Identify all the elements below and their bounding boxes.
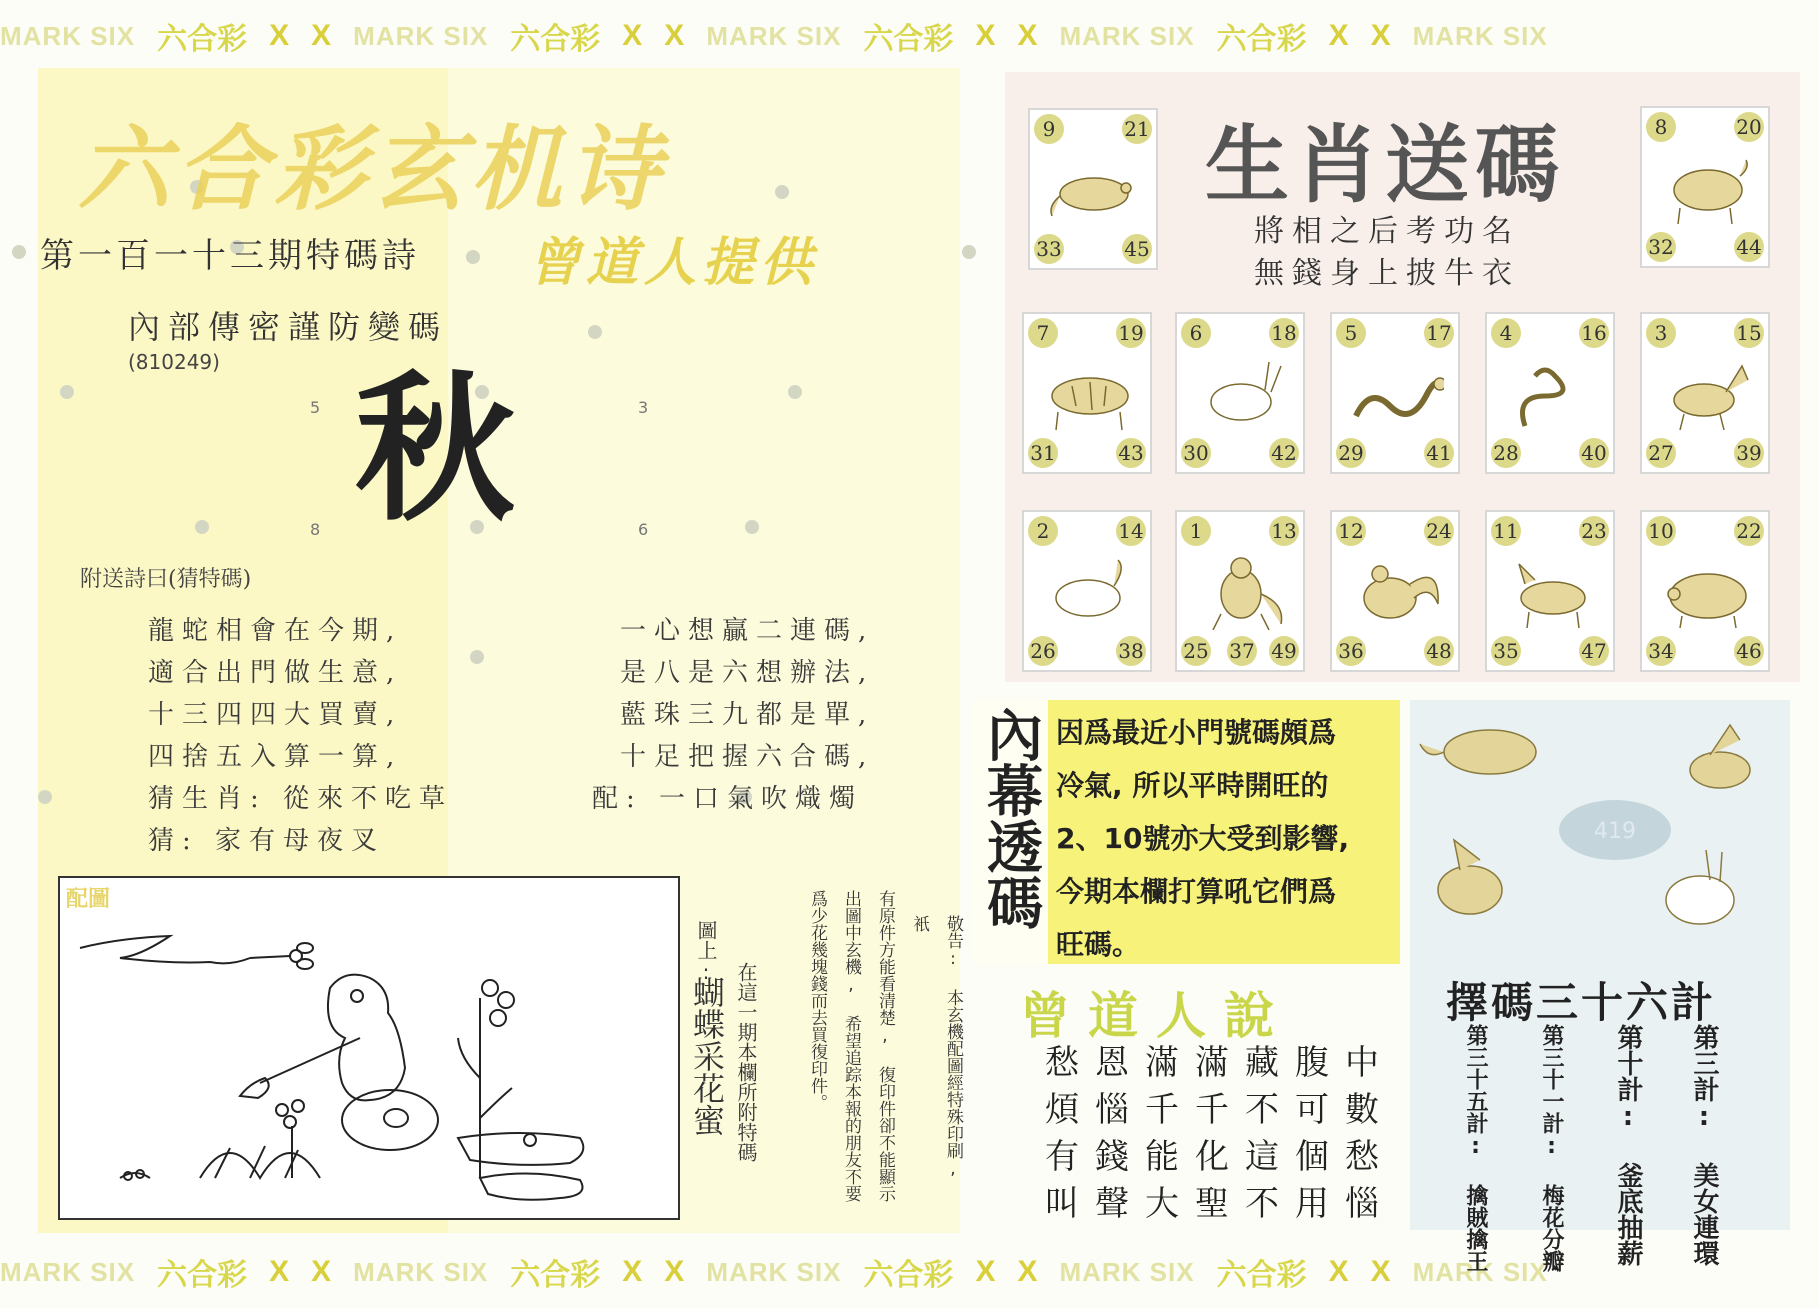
goat-icon	[1042, 554, 1136, 630]
number-ball: 8	[1646, 112, 1676, 142]
number-ball: 12	[1336, 516, 1366, 546]
number-ball: 32	[1646, 232, 1676, 262]
cross-mark-icon: X	[1017, 19, 1038, 52]
zeng-column: 愁煩有叫	[1045, 1043, 1079, 1224]
number-ball: 7	[1028, 318, 1058, 348]
dot	[588, 325, 602, 339]
cross-mark-icon: X	[1328, 19, 1349, 52]
zeng-column: 滿千能大	[1145, 1043, 1179, 1224]
number-ball: 4	[1491, 318, 1521, 348]
poem-line: 四捨五入算一算,	[148, 742, 403, 772]
dot	[788, 385, 802, 399]
number-ball: 16	[1579, 318, 1609, 348]
poem-line: 配: 一口氣吹熾燭	[592, 784, 864, 814]
mark-six-logo: MARK SIX	[706, 20, 842, 51]
rat-icon	[1048, 152, 1142, 228]
number-ball: 31	[1028, 438, 1058, 468]
mark-six-logo: MARK SIX	[353, 1256, 489, 1287]
number-ball: 22	[1734, 516, 1764, 546]
number-ball: 11	[1491, 516, 1521, 546]
picture-label: 配圖	[66, 887, 111, 912]
strategy-title: 擇碼三十六計	[1446, 978, 1717, 1027]
zeng-column: 滿千化聖	[1195, 1043, 1229, 1224]
dot	[962, 245, 976, 259]
caption-small: 圖上:	[694, 920, 718, 984]
corner-number: 8	[310, 520, 321, 539]
corner-number: 5	[310, 398, 321, 417]
zeng-grid	[1020, 1040, 1379, 1230]
dot	[466, 250, 480, 264]
zeng-column: 腹可個用	[1295, 1043, 1329, 1224]
number-ball: 15	[1734, 318, 1764, 348]
poem-line: 龍蛇相會在今期,	[148, 616, 403, 646]
zodiac-card	[1330, 312, 1460, 474]
code-label: (810249)	[128, 350, 220, 374]
dragon-icon	[1350, 356, 1444, 432]
notice-line: 有原件方能看清楚, 復印件卻不能顯示	[875, 890, 895, 1202]
number-ball: 23	[1579, 516, 1609, 546]
zodiac-card	[1640, 312, 1770, 474]
mark-six-logo: MARK SIX	[706, 1256, 842, 1287]
pig-icon	[1660, 554, 1754, 630]
mark-six-logo: MARK SIX	[1412, 20, 1548, 51]
dot	[745, 520, 759, 534]
insider-line: 因爲最近小門號碼頗爲	[1056, 716, 1337, 749]
mark-six-logo: MARK SIX	[0, 20, 136, 51]
rabbit-icon	[1195, 356, 1289, 432]
cross-mark-icon: X	[975, 1255, 996, 1288]
cross-mark-icon: X	[622, 19, 643, 52]
zodiac-card	[1640, 106, 1770, 268]
big-character: 秋	[355, 356, 516, 543]
cross-mark-icon: X	[269, 1255, 290, 1288]
notice-line: 出圖中玄機, 希望追踪本報的朋友不要	[841, 890, 861, 1202]
number-ball: 38	[1116, 636, 1146, 666]
number-ball: 44	[1734, 232, 1764, 262]
number-ball: 25	[1181, 636, 1211, 666]
poem-line: 猜生肖: 從來不吃草	[148, 784, 454, 814]
zeng-column: 藏不這不	[1245, 1043, 1279, 1224]
strategy-item: 第三十一計: 梅花分瓣	[1539, 1024, 1564, 1272]
cross-mark-icon: X	[664, 19, 685, 52]
corner-number: 6	[638, 520, 649, 539]
page-title: 六合彩玄机诗	[78, 116, 667, 223]
tiger-icon	[1042, 356, 1136, 432]
lhc-logo: 六合彩	[863, 1259, 954, 1292]
insider-line: 今期本欄打算吼它們爲	[1056, 875, 1337, 908]
zodiac-card	[1175, 312, 1305, 474]
monkey-icon	[1195, 554, 1289, 630]
cross-mark-icon: X	[311, 1255, 332, 1288]
snake-icon	[1505, 356, 1599, 432]
zodiac-verse: 將相之后考功名	[1254, 214, 1520, 249]
poem-line: 十足把握六合碼,	[620, 742, 875, 772]
insider-line: 2、10號亦大受到影響,	[1056, 822, 1350, 855]
number-ball: 19	[1116, 318, 1146, 348]
poem-left	[148, 610, 453, 862]
cross-mark-icon: X	[1017, 1255, 1038, 1288]
number-ball: 17	[1424, 318, 1454, 348]
poem-line: 猜: 家有母夜叉	[148, 826, 386, 856]
dot	[12, 245, 26, 259]
notice-line: 爲少花幾塊錢而去買復印件。	[807, 890, 827, 1111]
butterfly-toad-illustration	[60, 878, 678, 1218]
lhc-logo: 六合彩	[863, 23, 954, 56]
mark-six-logo: MARK SIX	[1412, 1256, 1548, 1287]
number-ball: 10	[1646, 516, 1676, 546]
cross-mark-icon: X	[1370, 19, 1391, 52]
number-ball: 24	[1424, 516, 1454, 546]
top-watermark-band	[0, 8, 1819, 64]
zodiac-title: 生肖送碼	[1205, 116, 1566, 214]
stamp-number: 419	[1594, 819, 1636, 844]
rooster-icon	[1350, 554, 1444, 630]
lhc-logo: 六合彩	[1216, 1259, 1307, 1292]
zeng-title: 曾道人說	[1020, 986, 1292, 1045]
horse-icon	[1660, 356, 1754, 432]
insider-text	[1056, 706, 1349, 971]
zeng-column: 恩惱錢聲	[1095, 1043, 1129, 1224]
zodiac-card	[1022, 510, 1152, 672]
zodiac-card	[1175, 510, 1305, 672]
number-ball: 18	[1269, 318, 1299, 348]
number-ball: 30	[1181, 438, 1211, 468]
number-ball: 33	[1034, 234, 1064, 264]
number-ball: 26	[1028, 636, 1058, 666]
poem-line: 一心想贏二連碼,	[620, 616, 875, 646]
lhc-logo: 六合彩	[157, 23, 248, 56]
cross-mark-icon: X	[1328, 1255, 1349, 1288]
provider-label: 曾道人提供	[528, 233, 819, 293]
number-ball: 3	[1646, 318, 1676, 348]
corner-number: 3	[638, 398, 649, 417]
number-ball: 6	[1181, 318, 1211, 348]
cross-mark-icon: X	[1370, 1255, 1391, 1288]
cross-mark-icon: X	[622, 1255, 643, 1288]
poem-intro: 附送詩曰(猜特碼)	[80, 567, 252, 592]
dot	[60, 385, 74, 399]
number-ball: 48	[1424, 636, 1454, 666]
number-ball: 27	[1646, 438, 1676, 468]
number-ball: 39	[1734, 438, 1764, 468]
cross-mark-icon: X	[269, 19, 290, 52]
insider-title: 內幕透碼	[978, 706, 1043, 930]
dog-icon	[1505, 554, 1599, 630]
mark-six-logo: MARK SIX	[0, 1256, 136, 1287]
poem-line: 十三四四大買賣,	[148, 700, 403, 730]
insider-line: 冷氣, 所以平時開旺的	[1056, 769, 1329, 802]
issue-heading: 第一百一十三期特碼詩	[40, 236, 420, 276]
number-ball: 13	[1269, 516, 1299, 546]
cross-mark-icon: X	[664, 1255, 685, 1288]
ox-icon	[1660, 150, 1754, 226]
zodiac-card	[1640, 510, 1770, 672]
lhc-logo: 六合彩	[510, 1259, 601, 1292]
number-ball: 37	[1227, 636, 1257, 666]
dot	[775, 185, 789, 199]
number-ball: 20	[1734, 112, 1764, 142]
number-ball: 47	[1579, 636, 1609, 666]
insider-line: 旺碼。	[1056, 928, 1141, 961]
mark-six-logo: MARK SIX	[353, 20, 489, 51]
lhc-logo: 六合彩	[157, 1259, 248, 1292]
number-ball: 36	[1336, 636, 1366, 666]
strategy-item: 第三十五計: 擒賊擒王	[1463, 1024, 1488, 1272]
secret-heading: 內部傳密謹防變碼	[128, 308, 449, 346]
notice-line: 敬告: 本玄機配圖經特殊印刷, 衹	[909, 915, 963, 1179]
zeng-column: 中數愁惱	[1345, 1043, 1379, 1224]
poem-line: 是八是六想辦法,	[620, 658, 875, 688]
number-ball: 49	[1269, 636, 1299, 666]
cross-mark-icon: X	[311, 19, 332, 52]
dot	[195, 520, 209, 534]
zodiac-card	[1022, 312, 1152, 474]
number-ball: 14	[1116, 516, 1146, 546]
poem-right	[592, 610, 874, 820]
number-ball: 43	[1116, 438, 1146, 468]
poem-line: 藍珠三九都是單,	[620, 700, 875, 730]
number-ball: 35	[1491, 636, 1521, 666]
number-ball: 9	[1034, 114, 1064, 144]
number-ball: 2	[1028, 516, 1058, 546]
number-ball: 41	[1424, 438, 1454, 468]
poem-line: 適合出門做生意,	[148, 658, 403, 688]
lhc-logo: 六合彩	[1216, 23, 1307, 56]
number-ball: 29	[1336, 438, 1366, 468]
number-ball: 5	[1336, 318, 1366, 348]
zodiac-card	[1485, 510, 1615, 672]
zodiac-verse: 無錢身上披牛衣	[1254, 256, 1520, 291]
dot	[38, 790, 52, 804]
zodiac-card	[1330, 510, 1460, 672]
number-ball: 46	[1734, 636, 1764, 666]
number-ball: 45	[1122, 234, 1152, 264]
number-ball: 34	[1646, 636, 1676, 666]
number-ball: 42	[1269, 438, 1299, 468]
strategy-item: 第十計: 釜底抽薪	[1613, 1024, 1643, 1266]
mark-six-logo: MARK SIX	[1059, 20, 1195, 51]
number-ball: 1	[1181, 516, 1211, 546]
lhc-logo: 六合彩	[510, 23, 601, 56]
strategy-item: 第三計: 美女連環	[1689, 1024, 1719, 1266]
zodiac-animals-illustration	[1410, 700, 1790, 970]
dot	[470, 650, 484, 664]
zodiac-card	[1028, 108, 1158, 270]
number-ball: 21	[1122, 114, 1152, 144]
mark-six-logo: MARK SIX	[1059, 1256, 1195, 1287]
caption-main: 蝴蝶采花蜜	[688, 976, 726, 1136]
number-ball: 40	[1579, 438, 1609, 468]
cross-mark-icon: X	[975, 19, 996, 52]
caption-note: 在這一期本欄所附特碼	[734, 962, 758, 1162]
zodiac-card	[1485, 312, 1615, 474]
number-ball: 28	[1491, 438, 1521, 468]
picture-box	[58, 876, 680, 1220]
